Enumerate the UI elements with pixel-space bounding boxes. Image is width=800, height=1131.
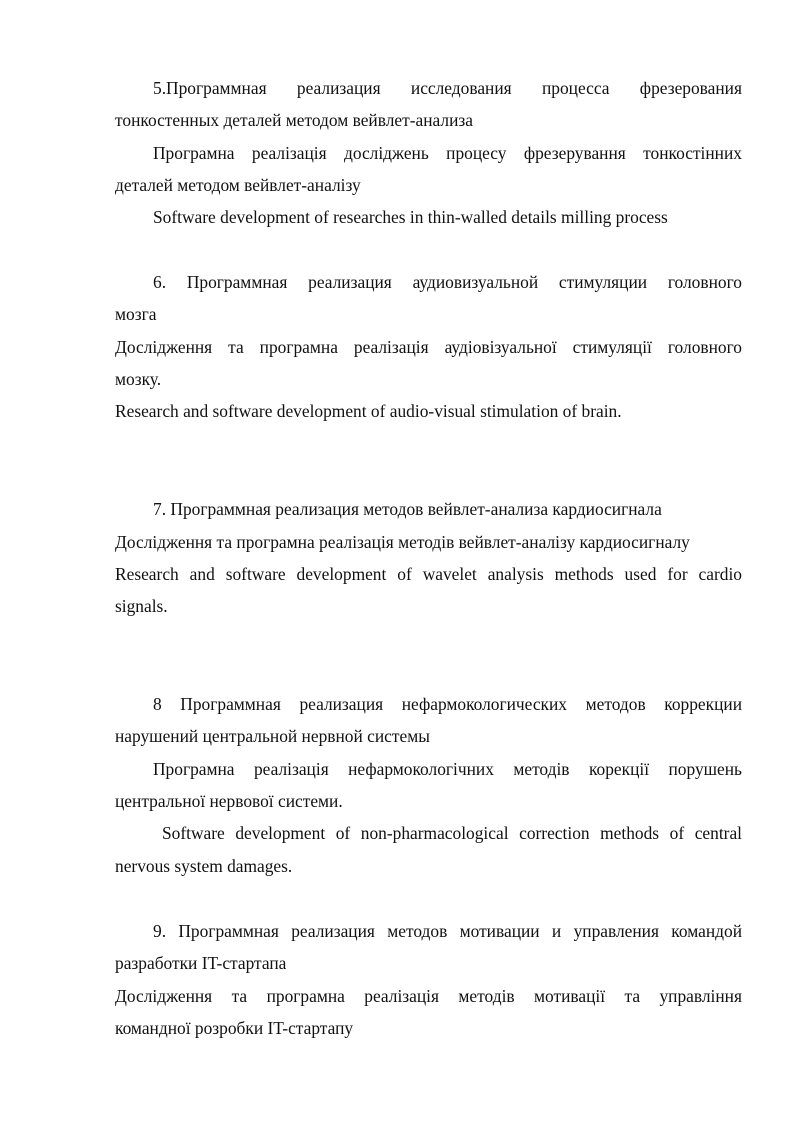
topic-title-ru-continued: нарушений центральной нервной системы [115,726,430,746]
topic-title-uk: Програмна реалізація досліджень процесу фрезерування тонкостінних [153,143,742,163]
topic-title-uk-continued: деталей методом вейвлет-аналізу [115,175,361,195]
topic-title-en: Research and software development of wavelet analysis methods used for cardio [115,564,742,584]
topic-title-uk: Дослідження та програмна реалізація методів вейвлет-аналізу кардиосигналу [115,532,690,552]
topic-title-ru-continued: мозга [115,304,157,324]
topic-title-en-continued: signals. [115,596,168,616]
topic-title-en: Software development of non-pharmacological correction methods of central [162,823,742,843]
topic-title-ru: 8 Программная реализация нефармокологических методов коррекции [153,694,742,714]
topic-title-ru: 9. Программная реализация методов мотивации и управления командой [153,921,742,941]
topic-title-uk: Дослідження та програмна реалізація методів мотивації та управління [115,986,742,1006]
topic-title-ru: 6. Программная реализация аудиовизуальной стимуляции головного [153,272,742,292]
topic-title-ru-continued: разработки IT-стартапа [115,953,287,973]
topic-title-uk-continued: командної розробки IT-стартапу [115,1018,354,1038]
topic-title-en-continued: nervous system damages. [115,856,293,876]
topic-title-en: Research and software development of audio-visual stimulation of brain. [115,401,622,421]
topic-title-uk-continued: мозку. [115,369,162,389]
topic-title-ru: 5.Программная реализация исследования процесса фрезерования [153,78,742,98]
topic-title-ru: 7. Программная реализация методов вейвлет-анализа кардиосигнала [153,499,662,519]
topic-title-en: Software development of researches in thin-walled details milling process [153,207,668,227]
topic-title-uk: Програмна реалізація нефармокологічних методів корекції порушень [153,759,742,779]
topic-title-ru-continued: тонкостенных деталей методом вейвлет-анализа [115,110,473,130]
topic-title-uk-continued: центральної нервової системи. [115,791,343,811]
topic-title-uk: Дослідження та програмна реалізація аудіовізуальної стимуляції головного [115,337,742,357]
